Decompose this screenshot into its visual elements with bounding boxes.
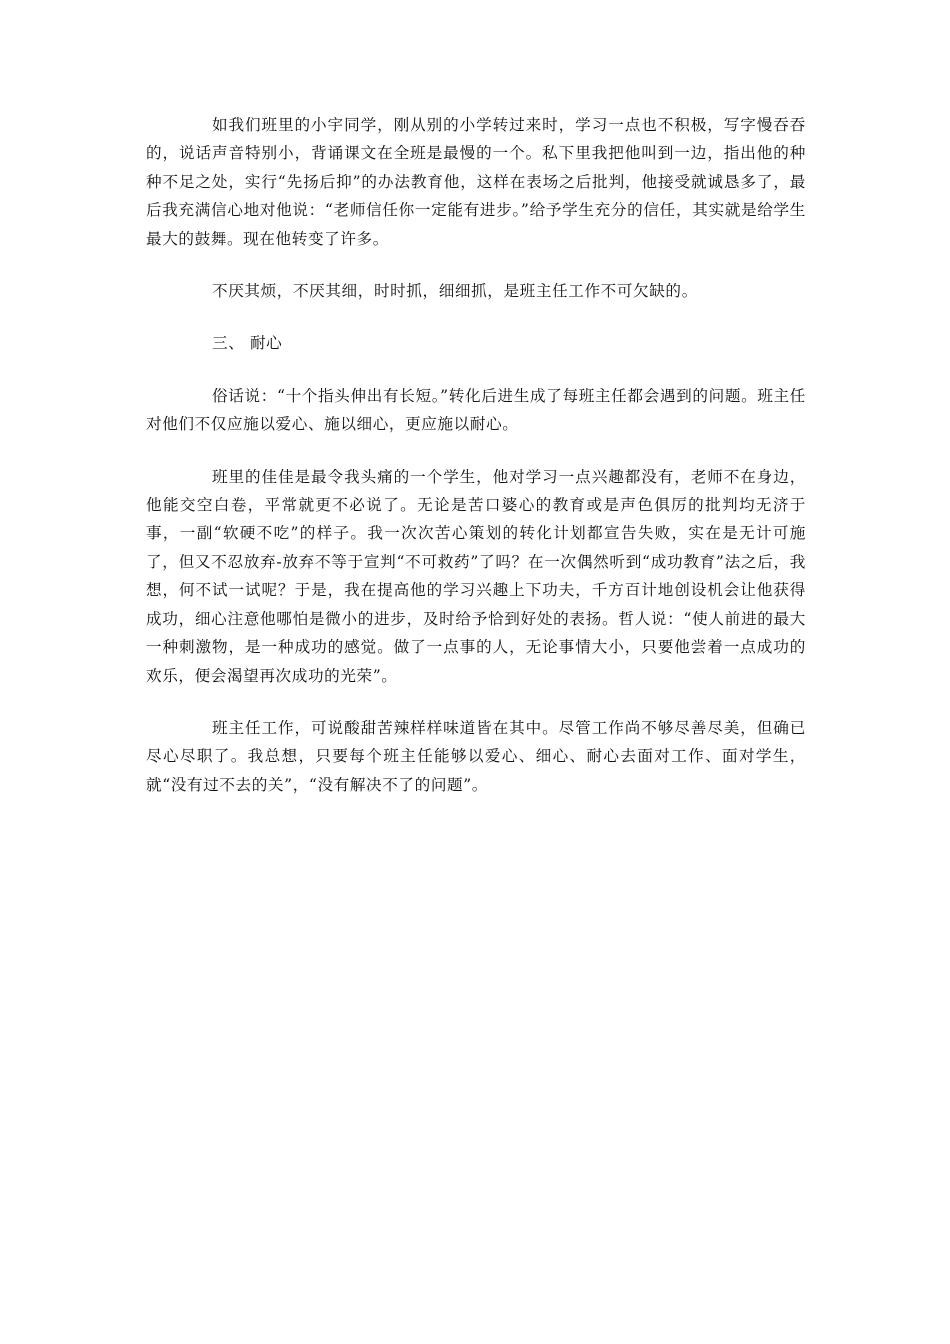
section-heading-patience: 三、 耐心 xyxy=(212,334,283,353)
paragraph-persistence-summary: 不厌其烦，不厌其细，时时抓，细细抓，是班主任工作不可欠缺的。 xyxy=(212,282,698,301)
document-body xyxy=(146,111,806,799)
paragraph-jiajia-story: 班里的佳佳是最令我头痛的一个学生，他对学习一点兴趣都没有，老师不在身边，他能交空白卷，平常就更不必说了。无论是苦口婆心的教育或是声色俱厉的批判均无济于事，一副“软硬不吃”的样子。我一次次苦心策划的转化计划都宣告失败，实在是无计可施了，但又不忍放弃-放弃不等于宣判“不可救药”了吗？在一次偶然听到“成功教育”法之后，我想，何不试一试呢？于是，我在提高他的学习兴趣上下功夫，千方百计地创设机会让他获得成功，细心注意他哪怕是微小的进步，及时给予恰到好处的表扬。哲人说：“使人前进的最大一种刺激物，是一种成功的感觉。做了一点事的人，无论事情大小，只要他尝着一点成功的欢乐，便会渴望再次成功的光荣”。 xyxy=(146,467,806,685)
paragraph-xiaoyu-story: 如我们班里的小宇同学，刚从别的小学转过来时，学习一点也不积极，写字慢吞吞的，说话声音特别小，背诵课文在全班是最慢的一个。私下里我把他叫到一边，指出他的种种不足之处，实行“先扬后抑”的办法教育他，这样在表场之后批判，他接受就诚恳多了，最后我充满信心地对他说：“老师信任你一定能有进步。”给予学生充分的信任，其实就是给学生最大的鼓舞。现在他转变了许多。 xyxy=(146,116,806,248)
paragraph-proverb: 俗话说：“十个指头伸出有长短。”转化后进生成了每班主任都会遇到的问题。班主任对他们不仅应施以爱心、施以细心，更应施以耐心。 xyxy=(146,386,806,434)
paragraph-conclusion: 班主任工作，可说酸甜苦辣样样味道皆在其中。尽管工作尚不够尽善尽美，但确已尽心尽职了。我总想，只要每个班主任能够以爱心、细心、耐心去面对工作、面对学生，就“没有过不去的关”，“没有解决不了的问题”。 xyxy=(146,718,806,794)
